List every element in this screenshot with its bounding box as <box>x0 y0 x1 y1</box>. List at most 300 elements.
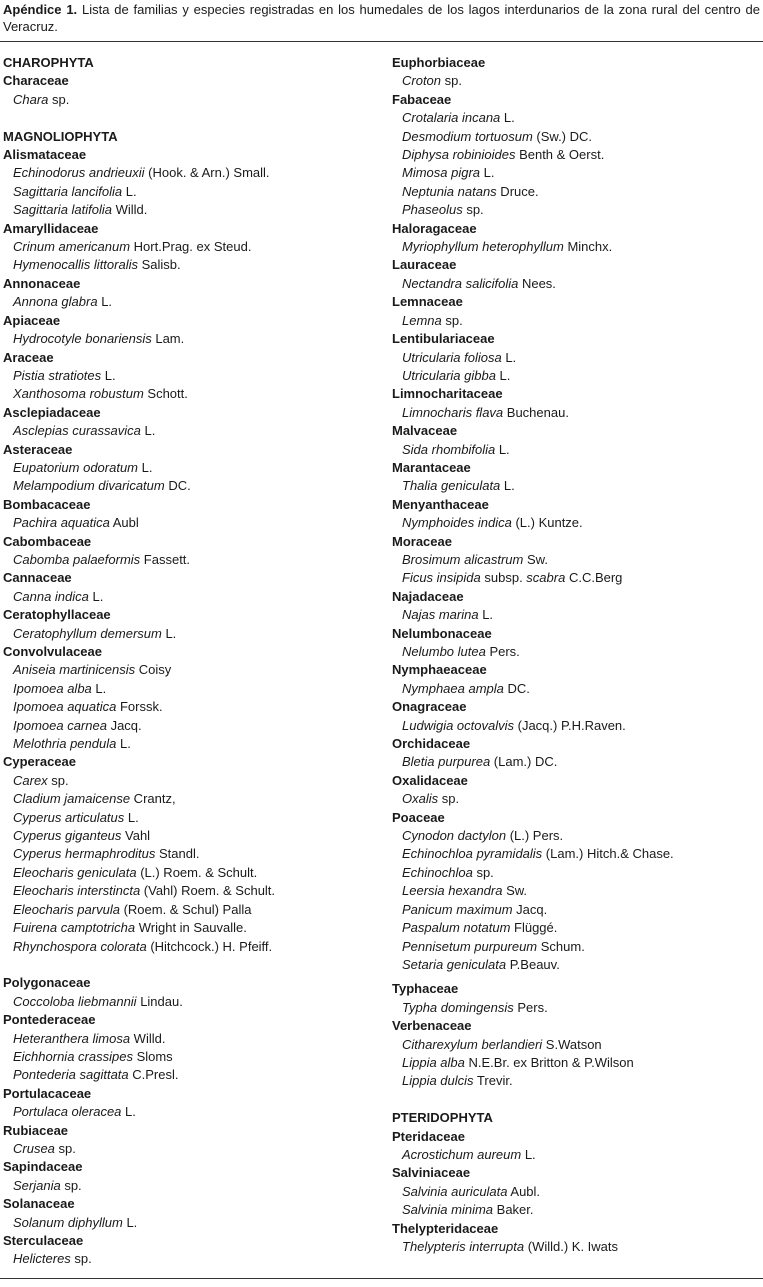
species-name: Pontederia sagittata <box>13 1067 129 1083</box>
species-author: sp. <box>472 864 494 880</box>
family-heading: Nelumbonaceae <box>392 625 492 641</box>
species-author: DC. <box>164 478 191 494</box>
species-name: Annona glabra <box>13 294 98 310</box>
species-name: Eleocharis geniculata <box>13 864 137 880</box>
species-entry <box>392 901 760 919</box>
species-entry <box>3 661 383 679</box>
species-name: Crotalaria incana <box>402 110 501 126</box>
species-name: Rhynchospora colorata <box>13 938 147 954</box>
species-author: Sw. <box>502 883 528 899</box>
species-name: Melampodium divaricatum <box>13 478 165 494</box>
species-name: Pachira aquatica <box>13 515 110 531</box>
species-name: Solanum diphyllum <box>13 1214 123 1230</box>
species-author: S.Watson <box>542 1036 602 1052</box>
species-entry <box>3 1066 383 1084</box>
species-author: Buchenau. <box>503 404 569 420</box>
species-name: Eichhornia crassipes <box>13 1048 133 1064</box>
family-heading: Fabaceae <box>392 91 452 107</box>
species-author: L. <box>501 349 517 365</box>
species-author: Aubl <box>109 515 139 531</box>
species-entry <box>3 1140 383 1158</box>
species-name: Cladium jamaicense <box>13 791 131 807</box>
species-author: sp. <box>70 1251 92 1267</box>
family-heading: Bombacaceae <box>3 496 91 512</box>
species-author: L. <box>124 809 139 825</box>
species-author: L. <box>480 165 495 181</box>
species-author: Coisy <box>135 662 172 678</box>
family-heading: Sterculaceae <box>3 1233 84 1248</box>
species-name: Nymphoides indica <box>402 515 512 531</box>
species-author: L. <box>97 294 113 310</box>
species-name: Crinum americanum <box>13 239 131 255</box>
species-name: Myriophyllum heterophyllum <box>402 239 564 255</box>
family-heading: Polygonaceae <box>3 975 91 991</box>
species-author: L. <box>101 367 116 383</box>
species-author: L. <box>122 1214 138 1230</box>
species-entry <box>392 569 760 587</box>
species-entry <box>392 1036 760 1054</box>
species-entry <box>3 845 383 863</box>
species-name: Carex <box>13 772 48 788</box>
spacer <box>3 956 383 974</box>
species-entry <box>3 938 383 956</box>
family-heading: Nymphaeaceae <box>392 662 487 678</box>
species-author: sp. <box>441 73 462 89</box>
species-name: Hydrocotyle bonariensis <box>13 331 152 347</box>
family-heading: Thelypteridaceae <box>392 1220 499 1236</box>
family-heading: Portulacaceae <box>3 1085 92 1101</box>
species-name: Sagittaria latifolia <box>13 202 112 218</box>
species-entry <box>3 698 383 716</box>
species-entry <box>3 1103 383 1121</box>
species-author: sp. <box>441 312 463 328</box>
family-heading: Moraceae <box>392 533 452 549</box>
species-entry <box>392 146 760 164</box>
species-entry <box>392 790 760 808</box>
family-heading: Characeae <box>3 73 69 89</box>
division-heading: PTERIDOPHYTA <box>392 1110 493 1126</box>
species-name: Eleocharis interstincta <box>13 883 141 899</box>
species-name: Aniseia martinicensis <box>13 662 136 678</box>
species-name: Setaria geniculata <box>402 956 507 972</box>
species-name: Diphysa robinioides <box>402 147 516 163</box>
species-author: L. <box>121 1104 136 1120</box>
species-author: (Sw.) DC. <box>532 128 593 144</box>
spacer <box>3 109 383 127</box>
family-heading: Sapindaceae <box>3 1159 83 1175</box>
family-heading: Poaceae <box>392 809 445 825</box>
species-author: N.E.Br. ex Britton & P.Wilson <box>464 1054 634 1070</box>
species-name: Serjania <box>13 1177 61 1193</box>
species-entry <box>3 790 383 808</box>
family-heading: Ceratophyllaceae <box>3 607 111 623</box>
species-author: Druce. <box>496 183 539 199</box>
species-author: Trevir. <box>473 1073 513 1089</box>
species-author: L. <box>116 736 131 752</box>
species-entry <box>3 385 383 403</box>
species-entry <box>3 459 383 477</box>
species-author: Jacq. <box>106 717 142 733</box>
division-heading: MAGNOLIOPHYTA <box>3 128 118 144</box>
species-author: Schott. <box>143 386 188 402</box>
species-name: Leersia hexandra <box>402 883 503 899</box>
species-name: Echinochloa <box>402 864 473 880</box>
species-name: Oxalis <box>402 791 439 807</box>
species-entry <box>392 882 760 900</box>
species-entry <box>392 919 760 937</box>
family-heading: Typhaceae <box>392 981 459 997</box>
species-entry <box>3 91 383 109</box>
species-name: Paspalum notatum <box>402 920 511 936</box>
species-author: Standl. <box>155 846 200 862</box>
species-name: Canna indica <box>13 588 89 604</box>
species-name: Lippia alba <box>402 1054 465 1070</box>
species-entry <box>392 864 760 882</box>
species-name: Limnocharis flava <box>402 404 504 420</box>
species-entry <box>3 551 383 569</box>
species-author: L. <box>140 423 156 439</box>
species-entry <box>3 1030 383 1048</box>
species-name: Ipomoea alba <box>13 680 92 696</box>
family-heading: Lentibulariaceae <box>392 331 495 347</box>
family-heading: Amaryllidaceae <box>3 220 99 236</box>
species-entry <box>392 1146 760 1164</box>
species-author: (Vahl) Roem. & Schult. <box>140 883 276 899</box>
species-author: (Lam.) DC. <box>490 754 558 770</box>
family-heading: Alismataceae <box>3 147 87 163</box>
family-heading: Cyperaceae <box>3 754 76 770</box>
spacer <box>392 1091 760 1109</box>
family-heading: Apiaceae <box>3 312 61 328</box>
species-entry <box>392 349 760 367</box>
species-entry <box>392 680 760 698</box>
family-heading: Lauraceae <box>392 257 457 273</box>
species-author: Aubl. <box>507 1183 541 1199</box>
species-name: Echinodorus andrieuxii <box>13 165 145 181</box>
infraspecific-author: C.C.Berg <box>565 570 623 586</box>
species-name: Sida rhombifolia <box>402 441 496 457</box>
species-name: Thelypteris interrupta <box>402 1239 525 1254</box>
species-author: (L.) Pers. <box>506 828 564 844</box>
species-name: Typha domingensis <box>402 999 514 1015</box>
species-name: Cyperus hermaphroditus <box>13 846 156 862</box>
species-entry <box>392 827 760 845</box>
species-entry <box>392 128 760 146</box>
species-author: L. <box>478 607 494 623</box>
species-author: sp. <box>462 202 484 218</box>
species-entry <box>3 809 383 827</box>
species-entry <box>392 551 760 569</box>
species-entry <box>392 312 760 330</box>
left-column <box>3 54 383 1269</box>
species-name: Melothria pendula <box>13 736 117 752</box>
species-entry <box>392 1238 760 1256</box>
species-author: Jacq. <box>512 901 548 917</box>
family-heading: Oxalidaceae <box>392 772 468 788</box>
species-entry <box>392 1201 760 1219</box>
top-rule <box>0 41 763 42</box>
species-author: sp. <box>47 772 69 788</box>
species-entry <box>392 183 760 201</box>
family-heading: Euphorbiaceae <box>392 55 486 70</box>
species-name: Utricularia foliosa <box>402 349 502 365</box>
family-heading: Onagraceae <box>392 699 467 715</box>
species-author: subsp. <box>480 570 527 586</box>
species-author: L. <box>500 478 515 494</box>
species-name: Phaseolus <box>402 202 463 218</box>
species-name: Cyperus giganteus <box>13 828 122 844</box>
species-entry <box>3 164 383 182</box>
species-entry <box>3 680 383 698</box>
family-heading: Asclepiadaceae <box>3 404 101 420</box>
species-name: Lippia dulcis <box>402 1073 474 1089</box>
species-entry <box>3 625 383 643</box>
species-author: Benth & Oerst. <box>515 147 605 163</box>
family-heading: Malvaceae <box>392 423 458 439</box>
species-author: Nees. <box>518 275 556 291</box>
species-name: Lemna <box>402 312 442 328</box>
species-author: Willd. <box>130 1030 166 1046</box>
species-entry <box>3 477 383 495</box>
family-heading: Solanaceae <box>3 1196 75 1212</box>
species-name: Salvinia minima <box>402 1202 494 1218</box>
division-heading: CHAROPHYTA <box>3 55 94 70</box>
species-entry <box>392 643 760 661</box>
species-name: Cyperus articulatus <box>13 809 125 825</box>
species-entry <box>392 1054 760 1072</box>
species-entry <box>3 256 383 274</box>
species-name: Nymphaea ampla <box>402 680 504 696</box>
species-author: (L.) Roem. & Schult. <box>136 864 258 880</box>
species-entry <box>392 938 760 956</box>
species-entry <box>3 588 383 606</box>
species-author: (Willd.) K. Iwats <box>524 1239 619 1254</box>
species-author: DC. <box>503 680 530 696</box>
species-entry <box>3 827 383 845</box>
species-entry <box>3 514 383 532</box>
species-name: Pistia stratiotes <box>13 367 102 383</box>
species-author: C.Presl. <box>128 1067 179 1083</box>
species-author: L. <box>500 110 515 126</box>
species-name: Nelumbo lutea <box>402 644 486 659</box>
species-entry <box>3 901 383 919</box>
species-entry <box>3 201 383 219</box>
species-name: Ludwigia octovalvis <box>402 717 515 733</box>
species-author: Pers. <box>513 999 548 1015</box>
family-heading: Cabombaceae <box>3 533 92 549</box>
species-author: Sw. <box>523 551 548 567</box>
species-name: Salvinia auriculata <box>402 1183 508 1199</box>
species-entry <box>392 717 760 735</box>
species-author: Sloms <box>132 1048 173 1064</box>
species-author: Willd. <box>112 202 148 218</box>
species-name: Bletia purpurea <box>402 754 491 770</box>
species-entry <box>3 882 383 900</box>
species-author: Vahl <box>121 828 151 844</box>
species-name: Xanthosoma robustum <box>13 386 144 402</box>
species-name: Helicteres <box>13 1251 71 1267</box>
family-heading: Annonaceae <box>3 275 81 291</box>
species-name: Heteranthera limosa <box>13 1030 131 1046</box>
family-heading: Limnocharitaceae <box>392 386 503 402</box>
species-name: Crusea <box>13 1140 55 1156</box>
species-entry <box>3 293 383 311</box>
species-author: L. <box>521 1146 536 1162</box>
species-author: P.Beauv. <box>506 956 560 972</box>
species-name: Asclepias curassavica <box>13 423 141 439</box>
species-name: Cabomba palaeformis <box>13 551 141 567</box>
infraspecific-name: scabra <box>526 570 566 586</box>
species-author: L. <box>122 183 137 199</box>
species-author: L. <box>88 588 104 604</box>
species-name: Portulaca oleracea <box>13 1104 122 1120</box>
species-author: sp. <box>48 91 70 107</box>
species-name: Coccoloba liebmannii <box>13 993 137 1009</box>
species-entry <box>392 164 760 182</box>
species-entry <box>3 1048 383 1066</box>
species-entry <box>3 1250 383 1268</box>
species-entry <box>392 1183 760 1201</box>
species-name: Acrostichum aureum <box>402 1146 522 1162</box>
species-entry <box>3 717 383 735</box>
species-entry <box>3 1214 383 1232</box>
species-entry <box>3 919 383 937</box>
species-entry <box>392 999 760 1017</box>
species-author: L. <box>91 680 107 696</box>
species-name: Thalia geniculata <box>402 478 501 494</box>
species-name: Sagittaria lancifolia <box>13 183 123 199</box>
species-author: Pers. <box>485 644 520 659</box>
species-author: Baker. <box>493 1202 534 1218</box>
species-entry <box>392 1072 760 1090</box>
species-name: Pennisetum purpureum <box>402 938 538 954</box>
family-heading: Orchidaceae <box>392 736 471 752</box>
species-entry <box>392 956 760 974</box>
species-entry <box>3 183 383 201</box>
species-entry <box>3 422 383 440</box>
species-entry <box>3 367 383 385</box>
species-name: Hymenocallis littoralis <box>13 257 138 273</box>
species-name: Eleocharis parvula <box>13 901 120 917</box>
family-heading: Menyanthaceae <box>392 496 489 512</box>
species-name: Fuirena camptotricha <box>13 920 136 936</box>
family-heading: Araceae <box>3 349 54 365</box>
species-name: Najas marina <box>402 607 479 623</box>
species-author: L. <box>495 367 511 383</box>
family-heading: Marantaceae <box>392 459 471 475</box>
species-entry <box>3 238 383 256</box>
species-entry <box>3 772 383 790</box>
species-name: Ipomoea aquatica <box>13 699 117 715</box>
species-author: (Roem. & Schul) Palla <box>119 901 252 917</box>
species-author: Wright in Sauvalle. <box>135 920 247 936</box>
species-entry <box>392 845 760 863</box>
family-heading: Verbenaceae <box>392 1018 472 1034</box>
species-author: L. <box>138 459 153 475</box>
species-entry <box>392 275 760 293</box>
species-author: Forssk. <box>116 699 163 715</box>
species-name: Eupatorium odoratum <box>13 459 139 475</box>
species-entry <box>3 864 383 882</box>
species-entry <box>392 606 760 624</box>
species-entry <box>392 72 760 90</box>
species-author: Lindau. <box>136 993 183 1009</box>
species-name: Echinochloa pyramidalis <box>402 846 543 862</box>
species-entry <box>392 753 760 771</box>
family-heading: Rubiaceae <box>3 1122 69 1138</box>
caption-label: Apéndice 1. <box>3 2 78 17</box>
caption-text: Lista de familias y especies registradas en los humedales de los lagos interdunarios de la zona rural del centro de Veracruz. <box>3 2 760 35</box>
family-heading: Salviniaceae <box>392 1165 471 1181</box>
bottom-rule <box>0 1278 763 1279</box>
species-name: Utricularia gibba <box>402 367 496 383</box>
species-author: Hort.Prag. ex Steud. <box>130 239 252 255</box>
species-author: Lam. <box>151 331 185 347</box>
family-heading: Cannaceae <box>3 570 72 586</box>
species-author: (Hook. & Arn.) Small. <box>144 165 270 181</box>
species-entry <box>3 330 383 348</box>
species-author: (L.) Kuntze. <box>511 515 583 531</box>
species-author: (Jacq.) P.H.Raven. <box>514 717 626 733</box>
species-name: Mimosa pigra <box>402 165 481 181</box>
family-heading: Asteraceae <box>3 441 73 457</box>
species-author: L. <box>161 625 177 641</box>
species-author: L. <box>495 441 510 457</box>
species-author: Salisb. <box>137 257 181 273</box>
species-name: Chara <box>13 91 49 107</box>
species-author: Crantz, <box>130 791 176 807</box>
species-name: Ceratophyllum demersum <box>13 625 162 641</box>
species-author: Minchx. <box>563 239 613 255</box>
species-name: Desmodium tortuosum <box>402 128 533 144</box>
species-entry <box>392 201 760 219</box>
species-name: Citharexylum berlandieri <box>402 1036 543 1052</box>
species-name: Neptunia natans <box>402 183 497 199</box>
species-author: sp. <box>60 1177 82 1193</box>
species-name: Croton <box>402 73 442 89</box>
family-heading: Convolvulaceae <box>3 644 102 659</box>
family-heading: Haloragaceae <box>392 220 477 236</box>
species-entry <box>3 993 383 1011</box>
family-heading: Pontederaceae <box>3 1012 96 1028</box>
species-author: (Lam.) Hitch.& Chase. <box>542 846 674 862</box>
appendix-caption <box>3 1 760 36</box>
species-name: Ipomoea carnea <box>13 717 107 733</box>
species-name: Brosimum alicastrum <box>402 551 524 567</box>
species-name: Nectandra salicifolia <box>402 275 519 291</box>
family-heading: Pteridaceae <box>392 1128 465 1144</box>
right-column <box>392 54 760 1256</box>
species-name: Panicum maximum <box>402 901 513 917</box>
species-entry <box>392 109 760 127</box>
family-heading: Lemnaceae <box>392 294 463 310</box>
species-author: Fassett. <box>140 551 191 567</box>
species-entry <box>392 238 760 256</box>
species-author: (Hitchcock.) H. Pfeiff. <box>146 938 273 954</box>
species-name: Ficus insipida <box>402 570 481 586</box>
species-entry <box>392 404 760 422</box>
species-entry <box>3 1177 383 1195</box>
species-entry <box>392 514 760 532</box>
species-name: Cynodon dactylon <box>402 828 507 844</box>
species-author: sp. <box>54 1140 76 1156</box>
family-heading: Najadaceae <box>392 588 464 604</box>
species-entry <box>392 477 760 495</box>
species-author: Flüggé. <box>510 920 558 936</box>
species-entry <box>3 735 383 753</box>
species-entry <box>392 441 760 459</box>
species-author: Schum. <box>537 938 585 954</box>
